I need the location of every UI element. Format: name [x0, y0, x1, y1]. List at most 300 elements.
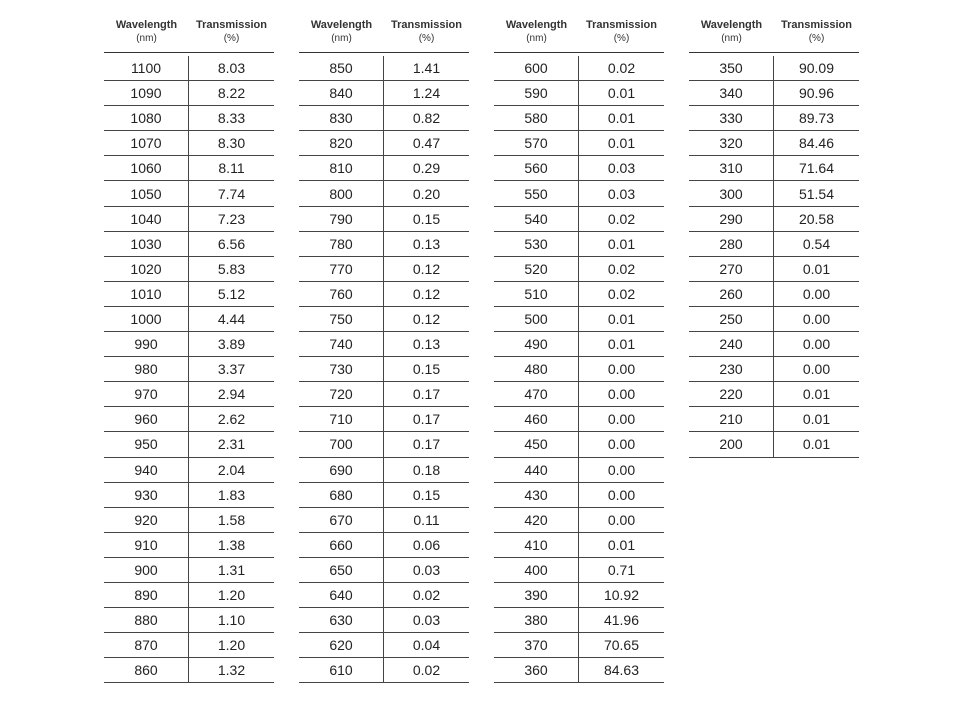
table-row — [299, 508, 469, 533]
wavelength-cell: 940 — [104, 458, 189, 482]
transmission-cell: 0.00 — [802, 310, 831, 327]
table-header — [104, 14, 274, 53]
transmission-cell: 0.01 — [802, 260, 831, 277]
wavelength-cell: 500 — [494, 307, 579, 331]
table-row — [299, 608, 469, 633]
wavelength-cell: 950 — [104, 432, 189, 456]
table-row — [494, 558, 664, 583]
transmission-cell: 0.02 — [607, 60, 636, 77]
wavelength-cell: 920 — [104, 508, 189, 532]
transmission-cell: 0.01 — [607, 110, 636, 127]
transmission-cell: 8.30 — [217, 135, 246, 152]
transmission-cell: 7.74 — [217, 185, 246, 202]
table-row — [299, 658, 469, 683]
table-row — [104, 332, 274, 357]
wavelength-cell: 1020 — [104, 257, 189, 281]
transmission-cell: 3.37 — [217, 361, 246, 378]
transmission-cell: 1.83 — [217, 486, 246, 503]
wavelength-cell: 750 — [299, 307, 384, 331]
transmission-cell: 1.20 — [217, 587, 246, 604]
transmission-cell: 0.01 — [802, 411, 831, 428]
table-row — [299, 407, 469, 432]
wavelength-cell: 770 — [299, 257, 384, 281]
transmission-cell: 2.31 — [217, 436, 246, 453]
transmission-cell: 0.20 — [412, 185, 441, 202]
table-body — [104, 56, 274, 683]
transmission-cell: 0.13 — [412, 235, 441, 252]
wavelength-cell: 860 — [104, 658, 189, 682]
table-row — [104, 458, 274, 483]
wavelength-cell: 620 — [299, 633, 384, 657]
wavelength-cell: 450 — [494, 432, 579, 456]
wavelength-cell: 820 — [299, 131, 384, 155]
table-row — [494, 56, 664, 81]
transmission-cell: 1.31 — [217, 561, 246, 578]
transmission-cell: 8.33 — [217, 110, 246, 127]
transmission-cell: 0.00 — [607, 461, 636, 478]
table-row — [104, 307, 274, 332]
wavelength-cell: 470 — [494, 382, 579, 406]
table-body — [689, 56, 859, 458]
wavelength-label: Wavelength — [700, 19, 763, 31]
transmission-cell: 0.02 — [412, 662, 441, 679]
table-row — [494, 483, 664, 508]
transmission-cell: 0.00 — [607, 361, 636, 378]
table-row — [299, 458, 469, 483]
transmission-cell: 0.00 — [607, 436, 636, 453]
transmission-cell: 0.02 — [607, 260, 636, 277]
wavelength-cell: 310 — [689, 156, 774, 180]
transmission-cell: 0.12 — [412, 310, 441, 327]
table-row — [494, 81, 664, 106]
wavelength-cell: 480 — [494, 357, 579, 381]
table-header — [689, 14, 859, 53]
wavelength-cell: 200 — [689, 432, 774, 456]
transmission-cell: 0.01 — [607, 536, 636, 553]
transmission-cell: 0.03 — [412, 561, 441, 578]
table-row — [104, 432, 274, 457]
transmission-cell: 0.71 — [607, 561, 636, 578]
transmission-cell: 0.01 — [802, 436, 831, 453]
wavelength-cell: 440 — [494, 458, 579, 482]
wavelength-cell: 830 — [299, 106, 384, 130]
transmission-cell: 1.32 — [217, 662, 246, 679]
table-row — [104, 508, 274, 533]
table-row — [299, 106, 469, 131]
transmission-cell: 1.24 — [412, 85, 441, 102]
wavelength-cell: 640 — [299, 583, 384, 607]
wavelength-cell: 490 — [494, 332, 579, 356]
table-header — [494, 14, 664, 53]
table-row — [494, 583, 664, 608]
wavelength-cell: 580 — [494, 106, 579, 130]
table-row — [689, 307, 859, 332]
transmission-cell: 0.00 — [607, 411, 636, 428]
transmission-cell: 0.82 — [412, 110, 441, 127]
wavelength-cell: 1100 — [104, 56, 189, 80]
transmission-cell: 0.06 — [412, 536, 441, 553]
wavelength-cell: 680 — [299, 483, 384, 507]
table-row — [494, 357, 664, 382]
transmission-cell: 0.15 — [412, 361, 441, 378]
wavelength-cell: 240 — [689, 332, 774, 356]
transmission-cell: 6.56 — [217, 235, 246, 252]
transmission-cell: 0.01 — [607, 135, 636, 152]
wavelength-cell: 610 — [299, 658, 384, 682]
wavelength-cell: 710 — [299, 407, 384, 431]
table-row — [299, 633, 469, 658]
transmission-cell: 10.92 — [603, 587, 640, 604]
transmission-cell: 71.64 — [798, 160, 835, 177]
transmission-cell: 0.01 — [607, 235, 636, 252]
wavelength-cell: 350 — [689, 56, 774, 80]
wavelength-header — [494, 14, 579, 52]
table-row — [689, 181, 859, 206]
wavelength-cell: 700 — [299, 432, 384, 456]
transmission-cell: 0.01 — [607, 336, 636, 353]
transmission-cell: 0.15 — [412, 486, 441, 503]
transmission-label: Transmission — [196, 19, 267, 31]
data-table-3 — [494, 14, 664, 683]
wavelength-cell: 230 — [689, 357, 774, 381]
transmission-cell: 7.23 — [217, 210, 246, 227]
table-row — [494, 156, 664, 181]
table-row — [494, 307, 664, 332]
wavelength-cell: 320 — [689, 131, 774, 155]
table-row — [299, 131, 469, 156]
transmission-cell: 0.54 — [802, 235, 831, 252]
transmission-cell: 0.04 — [412, 637, 441, 654]
transmission-cell: 1.20 — [217, 637, 246, 654]
wavelength-cell: 260 — [689, 282, 774, 306]
wavelength-cell: 1090 — [104, 81, 189, 105]
transmission-cell: 0.18 — [412, 461, 441, 478]
table-row — [494, 407, 664, 432]
wavelength-cell: 460 — [494, 407, 579, 431]
table-row — [689, 207, 859, 232]
table-row — [689, 106, 859, 131]
wavelength-cell: 1080 — [104, 106, 189, 130]
table-row — [494, 282, 664, 307]
table-row — [299, 181, 469, 206]
transmission-cell: 20.58 — [798, 210, 835, 227]
wavelength-cell: 650 — [299, 558, 384, 582]
transmission-label: Transmission — [391, 19, 462, 31]
table-row — [494, 207, 664, 232]
table-row — [494, 633, 664, 658]
transmission-cell: 0.02 — [412, 587, 441, 604]
table-row — [299, 81, 469, 106]
table-row — [104, 232, 274, 257]
wavelength-cell: 590 — [494, 81, 579, 105]
wavelength-cell: 790 — [299, 207, 384, 231]
transmission-cell: 5.12 — [217, 285, 246, 302]
transmission-header — [384, 14, 469, 52]
table-row — [494, 508, 664, 533]
transmission-cell: 0.00 — [607, 511, 636, 528]
transmission-cell: 89.73 — [798, 110, 835, 127]
table-row — [689, 56, 859, 81]
transmission-cell: 0.12 — [412, 285, 441, 302]
wavelength-unit: (nm) — [331, 33, 352, 44]
transmission-cell: 4.44 — [217, 310, 246, 327]
table-row — [104, 583, 274, 608]
table-header — [299, 14, 469, 53]
table-row — [104, 207, 274, 232]
transmission-cell: 41.96 — [603, 612, 640, 629]
wavelength-cell: 380 — [494, 608, 579, 632]
transmission-cell: 0.03 — [412, 612, 441, 629]
wavelength-cell: 270 — [689, 257, 774, 281]
table-row — [689, 257, 859, 282]
wavelength-cell: 1070 — [104, 131, 189, 155]
wavelength-cell: 910 — [104, 533, 189, 557]
transmission-cell: 0.12 — [412, 260, 441, 277]
table-row — [689, 332, 859, 357]
wavelength-cell: 1060 — [104, 156, 189, 180]
transmission-cell: 0.13 — [412, 336, 441, 353]
wavelength-cell: 720 — [299, 382, 384, 406]
transmission-cell: 0.02 — [607, 210, 636, 227]
transmission-unit: (%) — [418, 33, 435, 44]
table-row — [104, 407, 274, 432]
transmission-cell: 8.22 — [217, 85, 246, 102]
transmission-cell: 8.03 — [217, 60, 246, 77]
wavelength-cell: 690 — [299, 458, 384, 482]
data-table-4 — [689, 14, 859, 458]
wavelength-cell: 740 — [299, 332, 384, 356]
wavelength-cell: 810 — [299, 156, 384, 180]
table-row — [104, 533, 274, 558]
table-row — [299, 382, 469, 407]
wavelength-cell: 400 — [494, 558, 579, 582]
table-row — [689, 282, 859, 307]
transmission-cell: 2.94 — [217, 386, 246, 403]
transmission-cell: 8.11 — [218, 160, 245, 177]
wavelength-cell: 220 — [689, 382, 774, 406]
wavelength-cell: 800 — [299, 181, 384, 205]
table-row — [689, 232, 859, 257]
wavelength-cell: 970 — [104, 382, 189, 406]
wavelength-cell: 510 — [494, 282, 579, 306]
table-row — [689, 357, 859, 382]
wavelength-cell: 430 — [494, 483, 579, 507]
transmission-cell: 90.09 — [798, 60, 835, 77]
table-row — [494, 131, 664, 156]
table-row — [494, 608, 664, 633]
wavelength-cell: 760 — [299, 282, 384, 306]
wavelength-cell: 390 — [494, 583, 579, 607]
table-row — [689, 382, 859, 407]
wavelength-label: Wavelength — [115, 19, 178, 31]
wavelength-cell: 990 — [104, 332, 189, 356]
wavelength-cell: 1050 — [104, 181, 189, 205]
table-row — [299, 583, 469, 608]
transmission-cell: 84.63 — [603, 662, 640, 679]
wavelength-cell: 1030 — [104, 232, 189, 256]
table-row — [104, 106, 274, 131]
table-row — [299, 558, 469, 583]
table-row — [299, 483, 469, 508]
wavelength-cell: 570 — [494, 131, 579, 155]
table-row — [299, 232, 469, 257]
table-row — [299, 357, 469, 382]
table-row — [104, 608, 274, 633]
wavelength-cell: 250 — [689, 307, 774, 331]
wavelength-cell: 840 — [299, 81, 384, 105]
wavelength-cell: 960 — [104, 407, 189, 431]
transmission-header — [774, 14, 859, 52]
wavelength-cell: 630 — [299, 608, 384, 632]
table-row — [104, 282, 274, 307]
transmission-cell: 1.38 — [217, 536, 246, 553]
wavelength-cell: 660 — [299, 533, 384, 557]
table-row — [689, 81, 859, 106]
wavelength-header — [104, 14, 189, 52]
table-row — [104, 658, 274, 683]
wavelength-cell: 420 — [494, 508, 579, 532]
table-row — [104, 483, 274, 508]
transmission-cell: 0.00 — [802, 285, 831, 302]
wavelength-label: Wavelength — [505, 19, 568, 31]
transmission-cell: 0.01 — [607, 310, 636, 327]
transmission-cell: 0.17 — [412, 411, 441, 428]
wavelength-unit: (nm) — [721, 33, 742, 44]
transmission-cell: 2.04 — [217, 461, 246, 478]
wavelength-header — [299, 14, 384, 52]
transmission-cell: 0.17 — [412, 386, 441, 403]
table-row — [104, 382, 274, 407]
table-row — [299, 282, 469, 307]
table-row — [104, 181, 274, 206]
wavelength-cell: 600 — [494, 56, 579, 80]
wavelength-label: Wavelength — [310, 19, 373, 31]
transmission-cell: 0.00 — [802, 361, 831, 378]
wavelength-cell: 670 — [299, 508, 384, 532]
table-row — [104, 357, 274, 382]
table-row — [104, 156, 274, 181]
transmission-cell: 1.58 — [217, 511, 246, 528]
table-row — [104, 257, 274, 282]
transmission-cell: 1.41 — [412, 60, 441, 77]
transmission-cell: 0.03 — [607, 185, 636, 202]
transmission-header — [189, 14, 274, 52]
transmission-cell: 2.62 — [217, 411, 246, 428]
wavelength-cell: 850 — [299, 56, 384, 80]
table-row — [689, 156, 859, 181]
wavelength-cell: 730 — [299, 357, 384, 381]
table-row — [689, 131, 859, 156]
table-row — [689, 432, 859, 457]
table-row — [299, 56, 469, 81]
transmission-cell: 70.65 — [603, 637, 640, 654]
wavelength-cell: 410 — [494, 533, 579, 557]
transmission-cell: 0.00 — [802, 336, 831, 353]
transmission-cell: 1.10 — [217, 612, 246, 629]
transmission-cell: 90.96 — [798, 85, 835, 102]
wavelength-cell: 340 — [689, 81, 774, 105]
table-row — [494, 257, 664, 282]
table-row — [494, 432, 664, 457]
transmission-cell: 0.01 — [607, 85, 636, 102]
table-row — [104, 633, 274, 658]
transmission-cell: 0.29 — [412, 160, 441, 177]
wavelength-cell: 560 — [494, 156, 579, 180]
wavelength-cell: 290 — [689, 207, 774, 231]
table-row — [104, 81, 274, 106]
table-row — [689, 407, 859, 432]
table-row — [494, 382, 664, 407]
table-row — [299, 332, 469, 357]
wavelength-cell: 1010 — [104, 282, 189, 306]
transmission-cell: 0.02 — [607, 285, 636, 302]
wavelength-cell: 900 — [104, 558, 189, 582]
transmission-cell: 0.01 — [802, 386, 831, 403]
wavelength-cell: 780 — [299, 232, 384, 256]
wavelength-cell: 360 — [494, 658, 579, 682]
transmission-cell: 3.89 — [217, 336, 246, 353]
wavelength-cell: 370 — [494, 633, 579, 657]
wavelength-cell: 330 — [689, 106, 774, 130]
transmission-cell: 5.83 — [217, 260, 246, 277]
transmission-cell: 51.54 — [798, 185, 835, 202]
table-row — [104, 131, 274, 156]
transmission-cell: 0.17 — [412, 436, 441, 453]
transmission-cell: 0.00 — [607, 386, 636, 403]
data-table-2 — [299, 14, 469, 683]
transmission-cell: 0.47 — [412, 135, 441, 152]
transmission-cell: 0.03 — [607, 160, 636, 177]
table-row — [299, 432, 469, 457]
wavelength-cell: 890 — [104, 583, 189, 607]
table-row — [299, 156, 469, 181]
table-row — [494, 232, 664, 257]
data-table-1 — [104, 14, 274, 683]
wavelength-cell: 1040 — [104, 207, 189, 231]
table-row — [494, 181, 664, 206]
table-row — [299, 207, 469, 232]
table-row — [494, 533, 664, 558]
wavelength-cell: 280 — [689, 232, 774, 256]
table-row — [299, 257, 469, 282]
table-row — [494, 332, 664, 357]
wavelength-cell: 550 — [494, 181, 579, 205]
wavelength-unit: (nm) — [526, 33, 547, 44]
wavelength-cell: 520 — [494, 257, 579, 281]
table-row — [494, 106, 664, 131]
transmission-label: Transmission — [586, 19, 657, 31]
wavelength-header — [689, 14, 774, 52]
transmission-unit: (%) — [613, 33, 630, 44]
transmission-cell: 84.46 — [798, 135, 835, 152]
transmission-cell: 0.00 — [607, 486, 636, 503]
transmission-header — [579, 14, 664, 52]
wavelength-cell: 870 — [104, 633, 189, 657]
wavelength-cell: 1000 — [104, 307, 189, 331]
table-row — [494, 458, 664, 483]
wavelength-cell: 540 — [494, 207, 579, 231]
table-body — [299, 56, 469, 683]
transmission-label: Transmission — [781, 19, 852, 31]
table-row — [104, 558, 274, 583]
table-row — [299, 533, 469, 558]
table-row — [299, 307, 469, 332]
transmission-unit: (%) — [223, 33, 240, 44]
wavelength-cell: 530 — [494, 232, 579, 256]
transmission-cell: 0.11 — [413, 511, 440, 528]
table-row — [494, 658, 664, 683]
transmission-cell: 0.15 — [412, 210, 441, 227]
